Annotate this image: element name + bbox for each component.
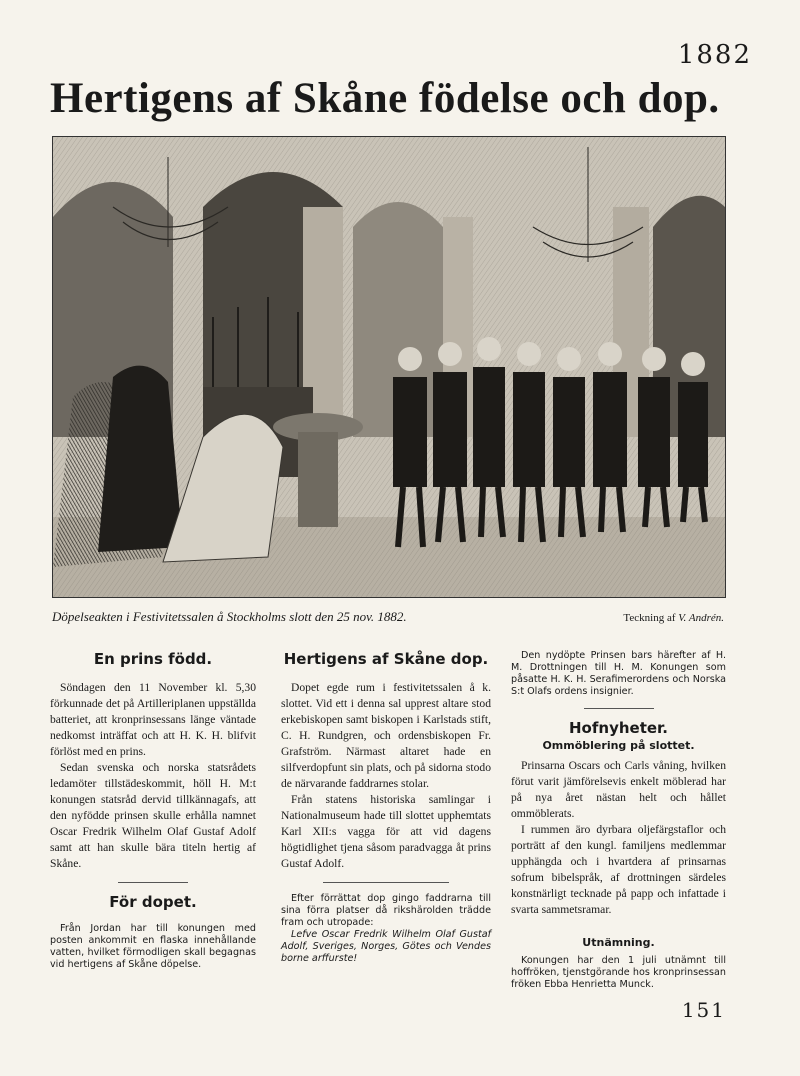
section-heading-hofnyheter: Hofnyheter. (569, 719, 668, 737)
section-heading-for-dopet: För dopet. (109, 893, 197, 911)
engraving-illustration (52, 136, 726, 598)
article-paragraph: Söndagen den 11 November kl. 5,30 förkunnade det på Artilleriplanen uppställda batteriet, att kronprinsessans länge väntade nedkomst inträffat och att H. K. H. blifvit förlöst med en prins. (50, 681, 256, 758)
column-left (50, 650, 256, 971)
subheading-ommoblering: Ommöblering på slottet. (542, 739, 695, 752)
article-paragraph: Från Jordan har till konungen med posten ankommit en flaska innehållande vatten, hvilket förmodligen skall begagnas vid hertigens af Skåne döpelse. (50, 923, 256, 970)
article-paragraph: Sedan svenska och norska statsrådets ledamöter tillstädeskommit, höll H. M:t konungen statsråd dervid tillkännagafs, att den nyfödde prinsen skulle erhålla namnet Oscar Fredrik Wilhelm Olaf Gustaf Adolf samt att han skulle bära titeln hertig af Skåne. (50, 761, 256, 870)
credit-prefix: Teckning af (623, 612, 676, 624)
article-paragraph: Prinsarna Oscars och Carls våning, hvilken förut varit jämförelsevis enkelt möblerad har på nya året nästan helt och hållet ommöblerats. (511, 759, 726, 820)
article-paragraph: Konungen har den 1 juli utnämnt till hoffröken, tjenstgörande hos kronprinsessan fröken Ebba Henrietta Munck. (511, 955, 726, 990)
article-paragraph: Dopet egde rum i festivitetssalen å k. slottet. Vid ett i denna sal upprest altare stod erkebiskopen samt biskopen i Karlstads stift, C. H. Rundgren, och ordensbiskopen Fr. Grafström. Närmast altaret hade en silfverdopfunt sin plats, och på sidorna stodo de närvarande faddrarnes stolar. (281, 681, 491, 790)
engraving-drawing (53, 137, 725, 597)
section-heading-hertigens-dop: Hertigens af Skåne dop. (283, 650, 489, 668)
section-divider (584, 708, 654, 709)
illustration-caption: Döpelseakten i Festivitetssalen å Stockholms slott den 25 nov. 1882. (52, 609, 407, 624)
illustration-credit (623, 612, 724, 624)
page-headline: Hertigens af Skåne födelse och dop. (50, 75, 720, 122)
credit-artist: V. Andrén. (678, 612, 724, 624)
article-paragraph: Den nydöpte Prinsen bars härefter af H. M. Drottningen till H. M. Konungen som påsatte H. K. H. Serafimerordens och Norska S:t Olafs ordens insignier. (511, 650, 726, 697)
section-heading-en-prins-fodd: En prins född. (93, 650, 213, 668)
illustration-caption-row (52, 609, 724, 625)
herald-proclamation: Lefve Oscar Fredrik Wilhelm Olaf Gustaf Adolf, Sveriges, Norges, Götes och Vendes borne arffurste! (281, 929, 491, 964)
column-right (511, 650, 726, 991)
page-year: 1882 (677, 40, 752, 70)
subheading-utnamning: Utnämning. (582, 936, 655, 949)
article-paragraph: Från statens historiska samlingar i Nationalmuseum hade till slottet upphemtats Karl XII:s vagga för att vid dagens högtidlighet tjena såsom paradvagga åt prins Gustaf Adolf. (281, 793, 491, 870)
page-number: 151 (681, 998, 726, 1022)
article-paragraph: I rummen äro dyrbara oljefärgstaflor och porträtt af den kungl. familjens medlemmar upphängda och i hvartdera af prinsarnas sofrum bibelspråk, af drottningen särdeles konstnärligt tecknade på papp och infattade i svarta sammetsramar. (511, 823, 726, 916)
column-middle (281, 650, 491, 965)
article-paragraph: Efter förrättat dop gingo faddrarna till sina förra platser då rikshärolden trädde fram och utropade: (281, 893, 491, 928)
section-divider (323, 882, 449, 883)
section-divider (118, 882, 188, 883)
